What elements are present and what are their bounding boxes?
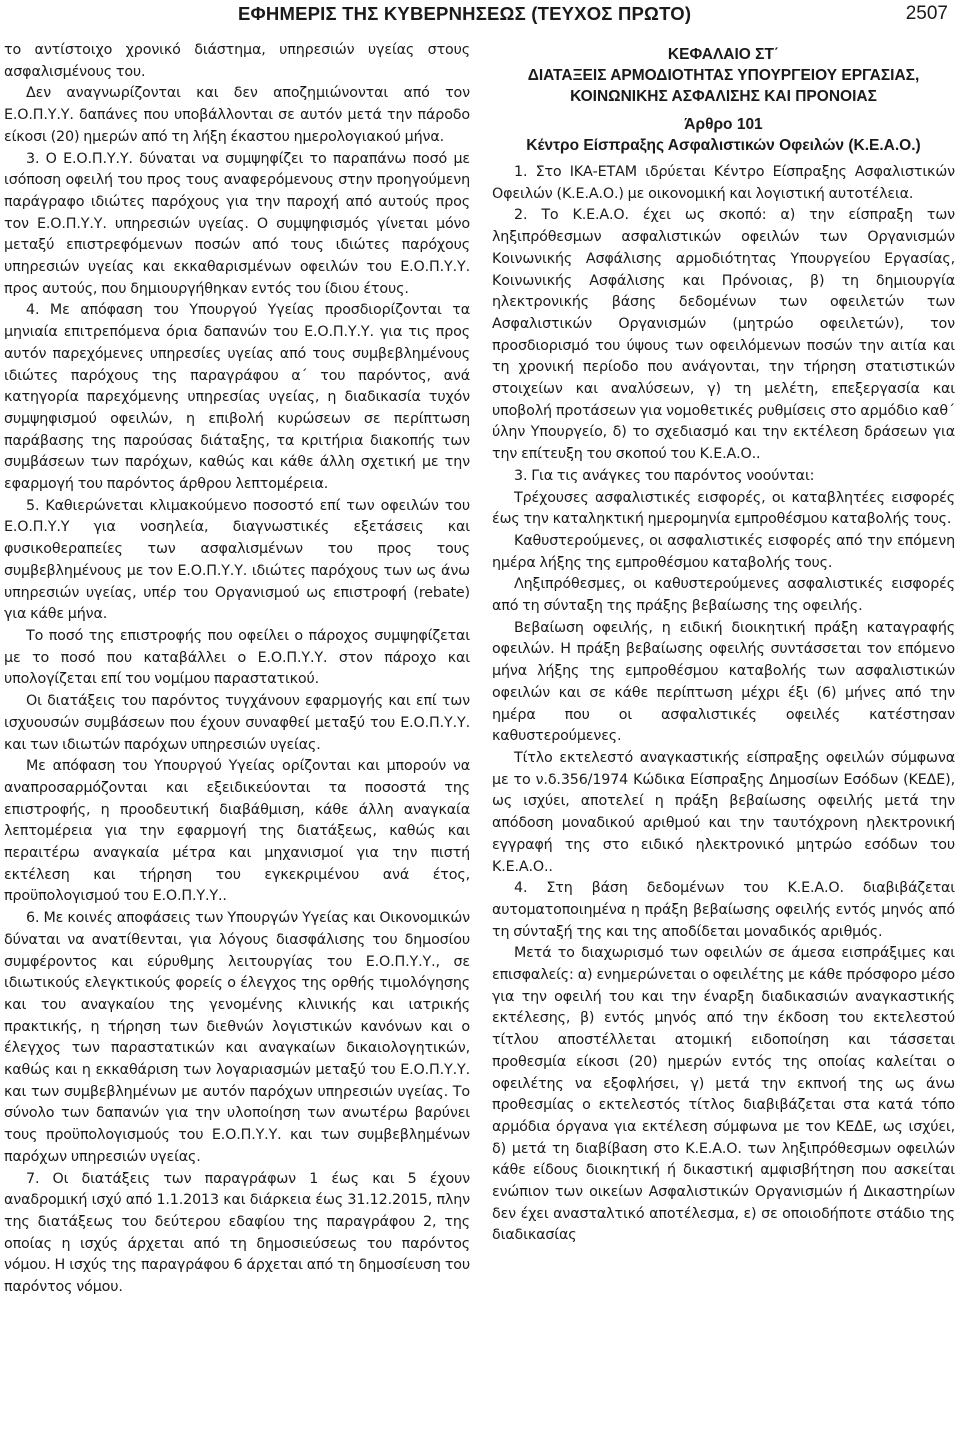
paragraph: Με απόφαση του Υπουργού Υγείας ορίζονται και μπορούν να αναπροσαρμόζονται και εξειδικεύονται τα ποσοστά της επιστροφής, η προοδευτική διαβάθμιση, κάθε άλλη αναγκαία λεπτομέρεια για την εφαρμογή της διατάξεως, καθώς και περαιτέρω αναγκαία μέτρα και μηχανισμοί για την πιστή εκτέλεση και τήρηση του εγκεκριμένου ανά έτος, προϋπολογισμού του Ε.Ο.Π.Υ.Υ.. <box>4 758 470 905</box>
page-number: 2507 <box>905 3 948 24</box>
paragraph: Τρέχουσες ασφαλιστικές εισφορές, οι καταβλητέες εισφορές έως την καταληκτική ημερομηνία εμπροθέσμου καταβολής τους. <box>492 489 955 528</box>
paragraph: 3. Ο Ε.Ο.Π.Υ.Υ. δύναται να συμψηφίζει το παραπάνω ποσό με ισόποση οφειλή του προς τους αναφερόμενους στην προηγούμενη παράγραφο ιδιώτες παρόχους για την παροχή από αυτούς προς τον Ε.Ο.Π.Υ.Υ. υπηρεσιών υγείας. Ο συμψηφισμός γίνεται μόνο μεταξύ επιστρεφόμενων ποσών από τους ιδιώτες παρόχους υπηρεσιών υγείας και εκκαθαρισμένων οφειλών του Ε.Ο.Π.Υ.Υ. προς αυτούς, που δημιουργήθηκαν εντός του ίδιου έτους. <box>4 150 470 297</box>
article-heading <box>492 114 955 156</box>
paragraph: Τίτλο εκτελεστό αναγκαστικής είσπραξης οφειλών σύμφωνα με το ν.δ.356/1974 Κώδικα Είσπραξης Δημοσίων Εσόδων (ΚΕΔΕ), ως ισχύει, αποτελεί η πράξη βεβαίωσης οφειλής μετά την απόδοση μοναδικού αριθμού και την ταυτόχρονη ηλεκτρονική εγγραφή της στο ειδικό ηλεκτρονικό μητρώο εσόδων του Κ.Ε.Α.Ο.. <box>492 749 955 875</box>
paragraph: Το ποσό της επιστροφής που οφείλει ο πάροχος συμψηφίζεται με το ποσό που καταβάλλει ο Ε.Ο.Π.Υ.Υ. στον πάροχο και υπολογίζεται επί του νομίμου παραστατικού. <box>4 627 470 688</box>
paragraph: 3. Για τις ανάγκες του παρόντος νοούνται: <box>514 467 815 484</box>
gazette-title: ΕΦΗΜΕΡΙΣ ΤΗΣ ΚΥΒΕΡΝΗΣΕΩΣ (ΤΕΥΧΟΣ ΠΡΩΤΟ) <box>238 3 692 24</box>
chapter-heading-line: ΚΟΙΝΩΝΙΚΗΣ ΑΣΦΑΛΙΣΗΣ ΚΑΙ ΠΡΟΝΟΙΑΣ <box>570 88 877 105</box>
paragraph: το αντίστοιχο χρονικό διάστημα, υπηρεσιών υγείας στους ασφαλισμένους του. <box>4 42 470 80</box>
paragraph: Οι διατάξεις του παρόντος τυγχάνουν εφαρμογής και επί των ισχυουσών συμβάσεων που έχουν συναφθεί μεταξύ του Ε.Ο.Π.Υ.Υ. και των ιδιωτών παρόχων υπηρεσιών υγείας. <box>4 693 470 753</box>
chapter-heading-line: ΔΙΑΤΑΞΕΙΣ ΑΡΜΟΔΙΟΤΗΤΑΣ ΥΠΟΥΡΓΕΙΟΥ ΕΡΓΑΣΙΑΣ, <box>527 67 920 84</box>
paragraph: 6. Με κοινές αποφάσεις των Υπουργών Υγείας και Οικονομικών δύναται να ανατίθενται, για λόγους διασφάλισης του δημοσίου συμφέροντος και εύρυθμης λειτουργίας του Ε.Ο.Π.Υ.Υ., σε ιδιωτικούς ελεγκτικούς φορείς ο έλεγχος της ορθής τιμολόγησης και του αναγκαίου της γενομένης κλινικής και ιατρικής πρακτικής, η τήρηση των διεθνών λογιστικών κανόνων και ο έλεγχος των παραστατικών και αναγκαίων δικαιολογητικών, καθώς και η εκκαθάριση των λογαριασμών μεταξύ του Ε.Ο.Π.Υ.Υ. και των συμβεβλημένων με αυτόν παρόχων υπηρεσιών υγείας. Το σύνολο των δαπανών για την υλοποίηση των ανωτέρω βαρύνει τους προϋπολογισμούς του Ε.Ο.Π.Υ.Υ. και των συμβεβλημένων παρόχων υπηρεσιών υγείας. <box>4 910 470 1165</box>
chapter-heading-line: ΚΕΦΑΛΑΙΟ ΣΤ΄ <box>667 46 780 63</box>
paragraph: 7. Οι διατάξεις των παραγράφων 1 έως και 5 έχουν αναδρομική ισχύ από 1.1.2013 και διάρκεια έως 31.12.2015, πλην της διατάξεως του δεύτερου εδαφίου της παραγράφου 2, της οποίας η ισχύς άρχεται από τη δημοσιεύσεως του παρόντος νόμου. Η ισχύς της παραγράφου 6 άρχεται από τη δημοσίευση του παρόντος νόμου. <box>4 1170 470 1296</box>
paragraph: 4. Στη βάση δεδομένων του Κ.Ε.Α.Ο. διαβιβάζεται αυτοματοποιημένα η πράξη βεβαίωσης οφειλής εντός μηνός από τη σύνταξή της και της αποδίδεται μοναδικός αριθμός. <box>492 880 955 940</box>
paragraph: Βεβαίωση οφειλής, η ειδική διοικητική πράξη καταγραφής οφειλών. Η πράξη βεβαίωσης οφειλής συντάσσεται τον επόμενο μήνα λήξης της εμπροθέσμου καταβολής των ασφαλιστικών οφειλών και σε κάθε περίπτωση μέχρι έξι (6) μήνες από την ημέρα που οι ασφαλιστικές οφειλές κατέστησαν καθυστερούμενες. <box>492 619 955 745</box>
left-column <box>4 40 470 1431</box>
page-header <box>0 0 960 40</box>
paragraph: Ληξιπρόθεσμες, οι καθυστερούμενες ασφαλιστικές εισφορές από τη σύνταξη της πράξης βεβαίωσης της οφειλής. <box>492 576 955 615</box>
paragraph: Δεν αναγνωρίζονται και δεν αποζημιώνονται από τον Ε.Ο.Π.Υ.Υ. δαπάνες που υποβάλλονται σε αυτόν μετά την πάροδο είκοσι (20) ημερών από τη λήξη έκαστου ημερολογιακού μήνα. <box>4 85 470 145</box>
paragraph: 5. Καθιερώνεται κλιμακούμενο ποσοστό επί των οφειλών του Ε.Ο.Π.Υ.Υ για νοσηλεία, διαγνωστικές εξετάσεις και φυσικοθεραπείες των ασφαλισμένων του προς τους συμβεβλημένους με τον Ε.Ο.Π.Υ.Υ. ιδιώτες παρόχους των ως άνω υπηρεσιών υγείας, υπέρ του Οργανισμού ως επιστροφή (rebate) για κάθε μήνα. <box>4 497 470 623</box>
article-title: Κέντρο Είσπραξης Ασφαλιστικών Οφειλών (Κ.Ε.Α.Ο.) <box>526 137 921 154</box>
article-number: Άρθρο 101 <box>684 116 763 133</box>
paragraph: Καθυστερούμενες, οι ασφαλιστικές εισφορές από την επόμενη ημέρα λήξης της εμπροθέσμου καταβολής τους. <box>492 532 955 571</box>
paragraph: 1. Στο ΙΚΑ-ΕΤΑΜ ιδρύεται Κέντρο Είσπραξης Ασφαλιστικών Οφειλών (Κ.Ε.Α.Ο.) με οικονομική και λογιστική αυτοτέλεια. <box>492 164 955 202</box>
article-body <box>492 162 955 1247</box>
paragraph: 2. Το Κ.Ε.Α.Ο. έχει ως σκοπό: α) την είσπραξη των ληξιπρόθεσμων ασφαλιστικών οφειλών των Οργανισμών Κοινωνικής Ασφάλισης αρμοδιότητας Υπουργείου Εργασίας, Κοινωνικής Ασφάλισης και Πρόνοιας, β) τη δημιουργία ηλεκτρονικής βάσης δεδομένων των οφειλετών των Ασφαλιστικών Οργανισμών (μητρώο οφειλετών), τον προσδιορισμό του ύψους των οφειλόμενων ποσών την αιτία και τη χρονική περίοδο που ανάγονται, την τήρηση στατιστικών στοιχείων και αναλύσεων, γ) τη μελέτη, επεξεργασία και υποβολή προτάσεων για νομοθετικές ρυθμίσεις στο αρμόδιο καθ΄ ύλην Υπουργείο, δ) το σχεδιασμό και την εκτέλεση δράσεων για την επίτευξη του σκοπού του Κ.Ε.Α.Ο.. <box>492 207 955 463</box>
paragraph: Μετά το διαχωρισμό των οφειλών σε άμεσα εισπράξιμες και επισφαλείς: α) ενημερώνεται ο οφειλέτης με κάθε πρόσφορο μέσο για την οφειλή του και την έναρξη διαδικασιών αναγκαστικής εκτέλεσης, β) εντός μηνός από την έκδοση του εκτελεστού τίτλου αποστέλλεται ατομική ειδοποίηση και τάσσεται προθεσμία είκοσι (20) ημερών εντός της οποίας καλείται ο οφειλέτης να εξοφλήσει, γ) μετά την εκπνοή της ως άνω προθεσμίας ο εκτελεστός τίτλος διαβιβάζεται στα κατά τόπο αρμόδια όργανα για εκτέλεση σύμφωνα με τον ΚΕΔΕ, ως ισχύει, δ) μετά τη διαβίβαση στο Κ.Ε.Α.Ο. των ληξιπρόθεσμων οφειλών κάθε είδους διοικητική ή δικαστική αμφισβήτηση που ασκείται ενώπιον των οικείων Ασφαλιστικών Οργανισμών ή Δικαστηρίων δεν έχει ανασταλτικό αποτέλεσμα, ε) σε οποιοδήποτε στάδιο της διαδικασίας <box>492 945 955 1244</box>
right-column <box>492 40 955 1431</box>
paragraph: 4. Με απόφαση του Υπουργού Υγείας προσδιορίζονται τα μηνιαία επιτρεπόμενα όρια δαπανών του Ε.Ο.Π.Υ.Υ. για τις προς αυτόν παρεχόμενες υπηρεσίες υγείας από τους συμβεβλημένους ιδιώτες παρόχους της παραγράφου α΄ του παρόντος, ανά κατηγορία παρεχόμενης υπηρεσίας υγείας, η διαδικασία τυχόν συμψηφισμού οφειλών, η επιβολή κυρώσεων σε περίπτωση παράβασης της παρούσας διάταξης, τα κριτήρια διακοπής των συμβάσεων των παρόχων, καθώς και κάθε άλλη σχετική με την εφαρμογή του παρόντος άρθρου λεπτομέρεια. <box>4 302 470 493</box>
chapter-heading <box>492 44 955 107</box>
